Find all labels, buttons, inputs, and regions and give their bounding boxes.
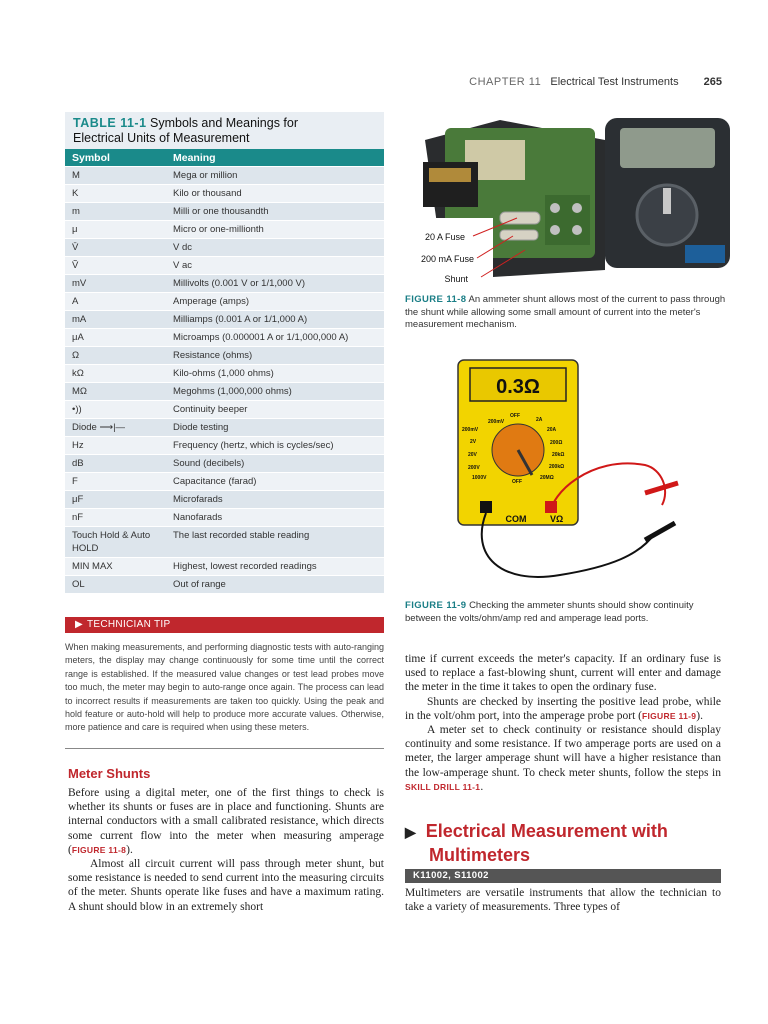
figure-11-9-text: Checking the ammeter shunts should show continuity between the volts/ohm/amp red and amperage lead ports.	[405, 600, 694, 624]
right-p3-end: .	[480, 780, 484, 793]
symbol-cell: MΩ	[65, 383, 166, 401]
port-3	[550, 225, 560, 235]
dial-20mohm: 20MΩ	[540, 475, 554, 481]
port-2	[572, 203, 582, 213]
table-row	[65, 576, 384, 594]
symbol-cell: MIN MAX	[65, 558, 166, 576]
left-paragraph-2: Almost all circuit current will pass through meter shunt, but some resistance is needed to send current into the measuring circuits of the meter. Shunts operate like fuses and have a maximum rating. A shunt should blow in an extremely short	[68, 858, 384, 913]
table-row	[65, 167, 384, 185]
port-area	[545, 195, 590, 245]
meaning-cell: Milliamps (0.001 A or 1/1,000 A)	[166, 311, 384, 329]
technician-tip-bar	[65, 617, 384, 633]
units-table	[65, 149, 384, 593]
symbol-cell: Touch Hold & Auto HOLD	[65, 527, 166, 558]
meaning-cell: Nanofarads	[166, 509, 384, 527]
symbol-cell: μ	[65, 221, 166, 239]
table-row	[65, 527, 384, 558]
symbol-cell: K	[65, 185, 166, 203]
chapter-label: CHAPTER 11	[469, 76, 542, 88]
symbol-cell: dB	[65, 455, 166, 473]
meaning-cell: Micro or one-millionth	[166, 221, 384, 239]
symbol-cell: V̄	[65, 239, 166, 257]
table-row	[65, 473, 384, 491]
dial-20a: 20A	[547, 427, 557, 433]
running-header	[469, 76, 722, 88]
tip-arrow-icon: ▶	[75, 619, 83, 630]
port-1	[550, 203, 560, 213]
meaning-cell: The last recorded stable reading	[166, 527, 384, 558]
col-meaning-header: Meaning	[166, 149, 384, 167]
dial-200mv-a: 200mV	[488, 419, 505, 425]
dial-200v: 200V	[468, 465, 480, 471]
label-shunt: Shunt	[444, 274, 468, 284]
figure-11-8-label: FIGURE 11-8	[405, 294, 467, 305]
meaning-cell: Mega or million	[166, 167, 384, 185]
table-row	[65, 437, 384, 455]
symbol-cell: μA	[65, 329, 166, 347]
meaning-cell: Continuity beeper	[166, 401, 384, 419]
meaning-cell: Highest, lowest recorded readings	[166, 558, 384, 576]
meter-shunts-heading: Meter Shunts	[68, 766, 151, 781]
figure-11-9-caption	[405, 600, 730, 625]
multimeter-illustration	[440, 355, 690, 590]
table-row	[65, 293, 384, 311]
symbol-cell: Ṽ	[65, 257, 166, 275]
symbol-cell: A	[65, 293, 166, 311]
table-row	[65, 257, 384, 275]
meaning-cell: Capacitance (farad)	[166, 473, 384, 491]
symbol-cell: μF	[65, 491, 166, 509]
right-paragraph-2	[405, 695, 721, 723]
port-4	[572, 225, 582, 235]
tip-divider	[65, 748, 384, 749]
symbol-cell: m	[65, 203, 166, 221]
symbol-cell: M	[65, 167, 166, 185]
table-row	[65, 509, 384, 527]
heading-line1: Electrical Measurement with	[425, 821, 668, 841]
meaning-cell: Diode testing	[166, 419, 384, 437]
left-paragraph-1	[68, 786, 384, 857]
label-200ma-fuse: 200 mA Fuse	[421, 254, 475, 264]
battery-label	[429, 168, 471, 182]
symbol-cell: kΩ	[65, 365, 166, 383]
right-paragraph-1: time if current exceeds the meter's capacity. If an ordinary fuse is used to replace a fast-blowing shunt, current will enter and damage the meter in the time it takes to open the ordinary fuse.	[405, 653, 721, 694]
figure-11-9-ref[interactable]: FIGURE 11-9	[641, 710, 697, 721]
meaning-cell: V ac	[166, 257, 384, 275]
symbol-cell: mA	[65, 311, 166, 329]
dial-1000v: 1000V	[472, 475, 487, 481]
symbol-cell: mV	[65, 275, 166, 293]
symbol-cell: OL	[65, 576, 166, 594]
right-p2-text: Shunts are checked by inserting the positive lead probe, while in the volt/ohm port, into the amperage probe port (	[405, 695, 721, 722]
right-paragraph-4: Multimeters are versatile instruments that allow the technician to take a variety of measurements. Three types of	[405, 887, 721, 914]
multimeters-heading	[405, 820, 725, 867]
figure-11-8-caption	[405, 294, 730, 332]
table-row	[65, 365, 384, 383]
meaning-cell: Out of range	[166, 576, 384, 594]
right-paragraph-3	[405, 723, 721, 794]
table-row	[65, 419, 384, 437]
meaning-cell: Microamps (0.000001 A or 1/1,000,000 A)	[166, 329, 384, 347]
table-row	[65, 383, 384, 401]
technician-tip-heading: TECHNICIAN TIP	[87, 619, 171, 630]
table-row	[65, 491, 384, 509]
label-20a-fuse: 20 A Fuse	[425, 232, 466, 242]
figure-11-8-ref[interactable]: FIGURE 11-8	[71, 844, 127, 855]
right-column-body-2	[405, 886, 721, 914]
dial-20kohm: 20kΩ	[552, 452, 565, 458]
meaning-cell: V dc	[166, 239, 384, 257]
meaning-cell: Microfarads	[166, 491, 384, 509]
meaning-cell: Resistance (ohms)	[166, 347, 384, 365]
table-row	[65, 401, 384, 419]
symbol-cell: Hz	[65, 437, 166, 455]
table-row	[65, 203, 384, 221]
table-row	[65, 455, 384, 473]
meaning-cell: Frequency (hertz, which is cycles/sec)	[166, 437, 384, 455]
table-row	[65, 221, 384, 239]
technician-tip-text: When making measurements, and performing diagnostic tests with auto-ranging meters, the display may change continuously for some time until the correct range is established. If the measured value changes or test lead probes move too much, the meter may begin to auto-range once again. The process can lead to incorrect results if measurements are taken too quickly. Using the peak and hold feature or auto-hold will help to produce more accurate values. Otherwise, more patience and care is required when using these meters.	[65, 642, 384, 733]
red-probe	[645, 483, 678, 493]
dial-pointer	[663, 188, 671, 214]
meter-brand-strip	[685, 245, 725, 263]
table-header-row	[65, 149, 384, 167]
com-label: COM	[505, 514, 527, 524]
dial-2a: 2A	[536, 417, 543, 423]
table-row	[65, 275, 384, 293]
dial-off-top: OFF	[510, 413, 520, 419]
units-table-box	[65, 112, 384, 590]
symbol-cell: •))	[65, 401, 166, 419]
figure-11-8-text: An ammeter shunt allows most of the current to pass through the shunt while allowing some small amount of current into the meter's measurement mechanism.	[405, 294, 726, 330]
table-title-line1: Symbols and Meanings for	[150, 116, 299, 130]
fuse-200ma	[500, 230, 538, 240]
symbol-cell: Diode ⟶|—	[65, 419, 166, 437]
dial-20v: 20V	[468, 452, 477, 458]
meaning-cell: Milli or one thousandth	[166, 203, 384, 221]
table-row	[65, 311, 384, 329]
dial-2v: 2V	[470, 439, 477, 445]
meaning-cell: Kilo or thousand	[166, 185, 384, 203]
left-p1-text: Before using a digital meter, one of the first things to check is whether its shunts or fuses are in place and functioning. Shunts are internal conductors with a small calibrated resistance, which directs some current flow into the meter when measuring amperage (	[68, 787, 384, 856]
dial-200kohm: 200kΩ	[549, 464, 565, 470]
dial-200mv-b: 200mV	[462, 427, 479, 433]
meter-lcd	[620, 128, 715, 168]
right-p2-end: ).	[696, 709, 704, 722]
meaning-cell: Kilo-ohms (1,000 ohms)	[166, 365, 384, 383]
meaning-cell: Sound (decibels)	[166, 455, 384, 473]
symbol-cell: Ω	[65, 347, 166, 365]
meaning-cell: Millivolts (0.001 V or 1/1,000 V)	[166, 275, 384, 293]
skill-drill-ref[interactable]: SKILL DRILL 11-1	[405, 781, 481, 792]
com-port	[480, 501, 492, 513]
symbol-cell: nF	[65, 509, 166, 527]
table-row	[65, 185, 384, 203]
symbol-cell: F	[65, 473, 166, 491]
heading-arrow-icon: ▶	[405, 824, 416, 840]
display-reading: 0.3Ω	[496, 376, 540, 398]
meaning-cell: Amperage (amps)	[166, 293, 384, 311]
black-probe	[645, 523, 675, 540]
page-number: 265	[703, 76, 722, 88]
table-row	[65, 329, 384, 347]
objective-codes: K11002, S11002	[413, 870, 489, 881]
chapter-title: Electrical Test Instruments	[550, 76, 679, 88]
dial-200ohm: 200Ω	[550, 440, 563, 446]
table-row	[65, 239, 384, 257]
table-number: TABLE 11-1	[73, 116, 147, 130]
ammeter-shunt-photo	[405, 100, 730, 286]
heading-line2: Multimeters	[429, 845, 531, 865]
left-p1-end: ).	[126, 843, 133, 856]
right-p3-text: A meter set to check continuity or resistance should display continuity and some resistance. If two amperage ports are used on a meter, the larger amperage shunt will have a higher resistance than the low-amperage shunt. To check meter shunts, follow the steps in	[405, 724, 721, 779]
left-column-body	[68, 786, 384, 914]
table-row	[65, 347, 384, 365]
figure-11-9-label: FIGURE 11-9	[405, 600, 467, 611]
objective-codes-bar	[405, 869, 721, 883]
col-symbol-header: Symbol	[65, 149, 166, 167]
meaning-cell: Megohms (1,000,000 ohms)	[166, 383, 384, 401]
dial-off-bottom: OFF	[512, 479, 522, 485]
table-title	[65, 112, 384, 146]
table-row	[65, 558, 384, 576]
vohm-label: VΩ	[550, 514, 564, 524]
right-column-body	[405, 652, 721, 794]
table-title-line2: Electrical Units of Measurement	[73, 131, 250, 145]
